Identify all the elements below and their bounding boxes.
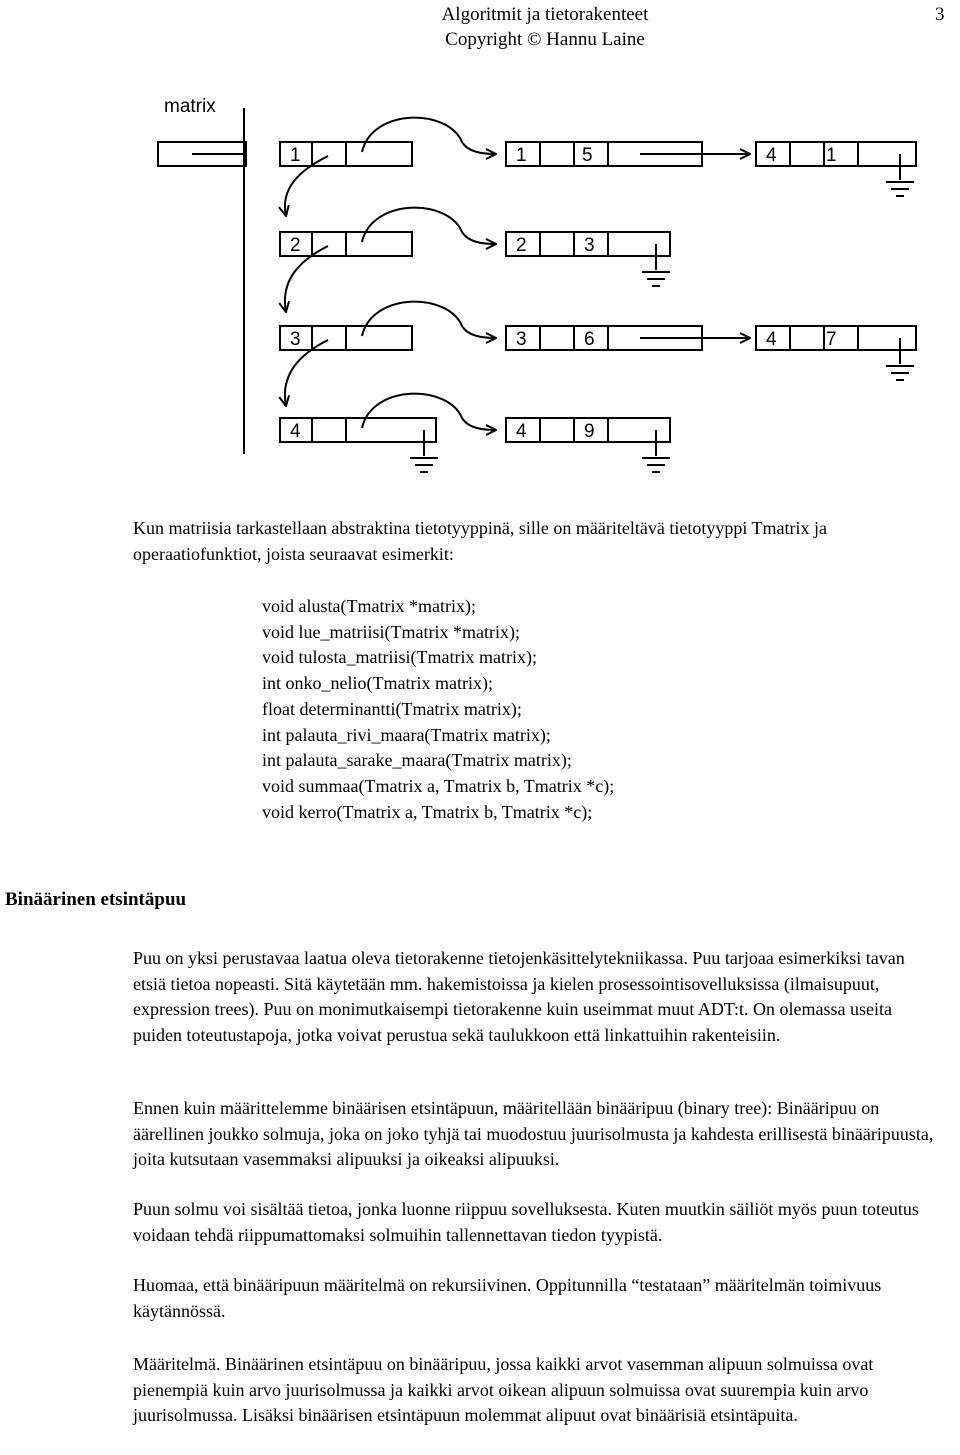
row-header-1: [280, 142, 412, 166]
svg-text:2: 2: [290, 235, 301, 256]
row-to-node-arrow: [362, 118, 496, 154]
code-line: void alusta(Tmatrix *matrix);: [262, 596, 476, 616]
code-line: int onko_nelio(Tmatrix matrix);: [262, 673, 493, 694]
row-header-value: 1: [290, 145, 301, 166]
sparse-matrix-diagram: [0, 80, 960, 480]
paragraph-recursive-note: Huomaa, että binääripuun määritelmä on rekursiivinen. Oppitunnilla “testataan” määritelmän toimivuus käytännössä.: [133, 1275, 882, 1321]
intro-paragraph: Kun matriisia tarkastellaan abstraktina tietotyyppinä, sille on määriteltävä tietotyyppi Tmatrix ja operaatiofunktiot, joista seuraavat esimerkit:: [133, 518, 827, 564]
document-title: Algoritmit ja tietorakenteet: [441, 4, 649, 25]
code-line: int palauta_sarake_maara(Tmatrix matrix);: [262, 750, 572, 771]
row-header-2: [280, 232, 412, 256]
row-header-3: [280, 326, 412, 350]
null-ground-symbol: [886, 154, 914, 196]
copyright-notice: Copyright © Hannu Laine: [445, 29, 645, 50]
page-number: 3: [935, 4, 945, 25]
matrix-element-node: [756, 142, 916, 166]
svg-text:6: 6: [584, 329, 595, 350]
svg-text:4: 4: [516, 421, 527, 442]
section-heading: Binäärinen etsintäpuu: [5, 889, 187, 910]
node-row: 4: [766, 145, 777, 166]
row-header-4: [280, 418, 436, 442]
paragraph-node-content: Puun solmu voi sisältää tietoa, jonka luonne riippuu sovelluksesta. Kuten muutkin säiliöt myös puun toteutus voidaan tehdä riippumattomaksi solmuihin tallennettavan tiedon tyypistä.: [133, 1199, 919, 1245]
matrix-label: matrix: [164, 96, 216, 117]
code-listing: [262, 594, 862, 825]
code-line: int palauta_rivi_maara(Tmatrix matrix);: [262, 724, 551, 745]
page-header: [0, 0, 960, 60]
code-line: void lue_matriisi(Tmatrix *matrix);: [262, 621, 520, 642]
row-to-node-arrow: [362, 208, 496, 244]
svg-text:2: 2: [516, 235, 527, 256]
svg-text:7: 7: [826, 329, 837, 350]
node-col: 1: [826, 145, 837, 166]
matrix-element-node: [756, 326, 916, 350]
svg-text:3: 3: [584, 235, 595, 256]
matrix-element-node: [506, 418, 670, 442]
code-line: float determinantti(Tmatrix matrix);: [262, 698, 522, 719]
code-line: void summaa(Tmatrix a, Tmatrix b, Tmatrix *c);: [262, 775, 615, 796]
paragraph-binary-tree-definition: Ennen kuin määrittelemme binäärisen etsintäpuun, määritellään binääripuu (binary tree): Binääripuu on äärellinen joukko solmuja, joka on joko tyhjä tai muodostuu juurisolmusta ja kahdesta erillisestä binääripuusta, joita kutsutaan vasemmaksi alipuuksi ja oikeaksi alipuuksi.: [133, 1098, 934, 1170]
null-ground-symbol: [642, 244, 670, 286]
code-line: void tulosta_matriisi(Tmatrix matrix);: [262, 647, 537, 668]
null-ground-symbol: [886, 338, 914, 380]
matrix-element-node: [506, 232, 670, 256]
null-ground-symbol: [642, 430, 670, 472]
paragraph-tree-intro: Puu on yksi perustavaa laatua oleva tietorakenne tietojenkäsittelytekniikassa. Puu tarjoaa esimerkiksi tavan etsiä tietoa nopeasti. Sitä käytetään mm. hakemistoissa ja kielen prosessointisovelluksissa (ilmaisupuut, expression trees). Puu on monimutkaisempi tietorakenne kuin useimmat muut ADT:t. On olemassa useita puiden toteutustapoja, jotka voivat perustua sekä taulukkoon että linkattuihin rakenteisiin.: [133, 948, 905, 1046]
code-line: void kerro(Tmatrix a, Tmatrix b, Tmatrix *c);: [262, 801, 593, 822]
row-to-node-arrow: [362, 302, 496, 338]
svg-text:4: 4: [766, 329, 777, 350]
row-to-node-arrow: [362, 394, 496, 430]
svg-text:4: 4: [290, 421, 301, 442]
null-ground-symbol: [410, 430, 438, 472]
svg-text:9: 9: [584, 421, 595, 442]
node-row: 1: [516, 145, 527, 166]
svg-text:3: 3: [290, 329, 301, 350]
paragraph-bst-definition: Määritelmä. Binäärinen etsintäpuu on binääripuu, jossa kaikki arvot vasemman alipuun solmuissa ovat pienempiä kuin arvo juurisolmussa ja kaikki arvot oikean alipuun solmuissa ovat suurempia kuin arvo juurisolmussa. Lisäksi binäärisen etsintäpuun molemmat alipuut ovat binäärisiä etsintäpuita.: [133, 1354, 874, 1426]
node-col: 5: [582, 145, 593, 166]
svg-text:3: 3: [516, 329, 527, 350]
